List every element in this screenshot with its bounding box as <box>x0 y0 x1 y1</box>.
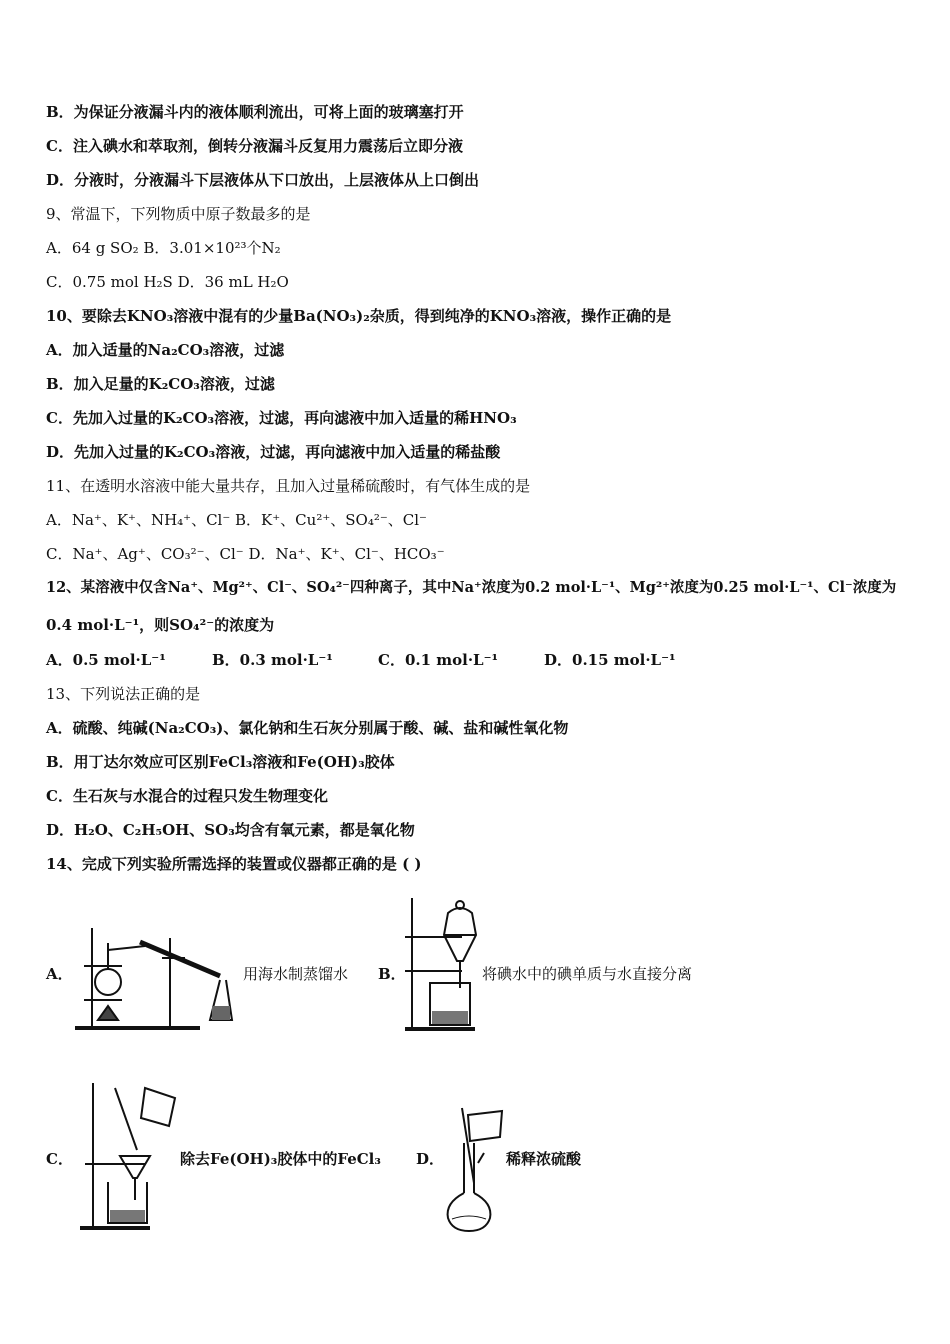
q11-stem: 11、在透明水溶液中能大量共存，且加入过量稀硫酸时，有气体生成的是 <box>46 477 531 495</box>
figure-b-label: B． <box>378 965 406 983</box>
q10-option-d: D．先加入过量的K₂CO₃溶液，过滤，再向滤液中加入适量的稀盐酸 <box>46 443 501 461</box>
q9-stem: 9、常温下，下列物质中原子数最多的是 <box>46 205 311 223</box>
separatory-funnel-icon <box>400 893 480 1035</box>
q13-option-a: A．硫酸、纯碱(Na₂CO₃)、氯化钠和生石灰分别属于酸、碱、盐和碱性氧化物 <box>46 719 569 737</box>
q8-option-c: C．注入碘水和萃取剂，倒转分液漏斗反复用力震荡后立即分液 <box>46 137 463 155</box>
figure-c-caption: 除去Fe(OH)₃胶体中的FeCl₃ <box>180 1150 381 1168</box>
figure-b-caption: 将碘水中的碘单质与水直接分离 <box>482 965 693 983</box>
figure-a-label: A． <box>46 965 73 983</box>
q10-stem: 10、要除去KNO₃溶液中混有的少量Ba(NO₃)₂杂质，得到纯净的KNO₃溶液，操作正确的是 <box>46 307 672 325</box>
q10-option-c: C．先加入过量的K₂CO₃溶液，过滤，再向滤液中加入适量的稀HNO₃ <box>46 409 517 427</box>
q12-stem-line2: 0.4 mol·L⁻¹，则SO₄²⁻的浓度为 <box>46 616 275 634</box>
q11-options-cd: C．Na⁺、Ag⁺、CO₃²⁻、Cl⁻ D．Na⁺、K⁺、Cl⁻、HCO₃⁻ <box>46 545 445 563</box>
distillation-apparatus-icon <box>70 908 240 1033</box>
q14-stem: 14、完成下列实验所需选择的装置或仪器都正确的是 ( ) <box>46 855 422 873</box>
q10-option-b: B．加入足量的K₂CO₃溶液，过滤 <box>46 375 275 393</box>
volumetric-flask-icon <box>440 1103 505 1235</box>
q9-options-cd: C．0.75 mol H₂S D．36 mL H₂O <box>46 273 289 291</box>
q10-option-a: A．加入适量的Na₂CO₃溶液，过滤 <box>46 341 285 359</box>
q12-option-a: A．0.5 mol·L⁻¹ <box>46 651 166 669</box>
q13-option-b: B．用丁达尔效应可区别FeCl₃溶液和Fe(OH)₃胶体 <box>46 753 395 771</box>
figure-d-label: D． <box>416 1150 445 1168</box>
q13-option-c: C．生石灰与水混合的过程只发生物理变化 <box>46 787 328 805</box>
figure-d-caption: 稀释浓硫酸 <box>506 1150 582 1168</box>
q12-option-d: D．0.15 mol·L⁻¹ <box>544 651 676 669</box>
filtration-apparatus-icon <box>75 1078 180 1233</box>
q12-options <box>46 650 676 670</box>
q12-option-c: C．0.1 mol·L⁻¹ <box>378 651 499 669</box>
q13-option-d: D．H₂O、C₂H₅OH、SO₃均含有氧元素，都是氧化物 <box>46 821 415 839</box>
q8-option-d: D．分液时，分液漏斗下层液体从下口放出，上层液体从上口倒出 <box>46 171 480 189</box>
q12-stem-line1: 12、某溶液中仅含Na⁺、Mg²⁺、Cl⁻、SO₄²⁻四种离子，其中Na⁺浓度为0.2 mol·L⁻¹、Mg²⁺浓度为0.25 mol·L⁻¹、Cl⁻浓度为 <box>46 579 897 596</box>
q9-options-ab: A．64 g SO₂ B．3.01×10²³个N₂ <box>46 239 281 257</box>
q12-option-b: B．0.3 mol·L⁻¹ <box>212 651 333 669</box>
figure-c-label: C． <box>46 1150 73 1168</box>
q8-option-b: B．为保证分液漏斗内的液体顺利流出，可将上面的玻璃塞打开 <box>46 103 464 121</box>
q11-options-ab: A．Na⁺、K⁺、NH₄⁺、Cl⁻ B．K⁺、Cu²⁺、SO₄²⁻、Cl⁻ <box>46 511 427 529</box>
figure-a-caption: 用海水制蒸馏水 <box>243 965 349 983</box>
q13-stem: 13、下列说法正确的是 <box>46 685 201 703</box>
